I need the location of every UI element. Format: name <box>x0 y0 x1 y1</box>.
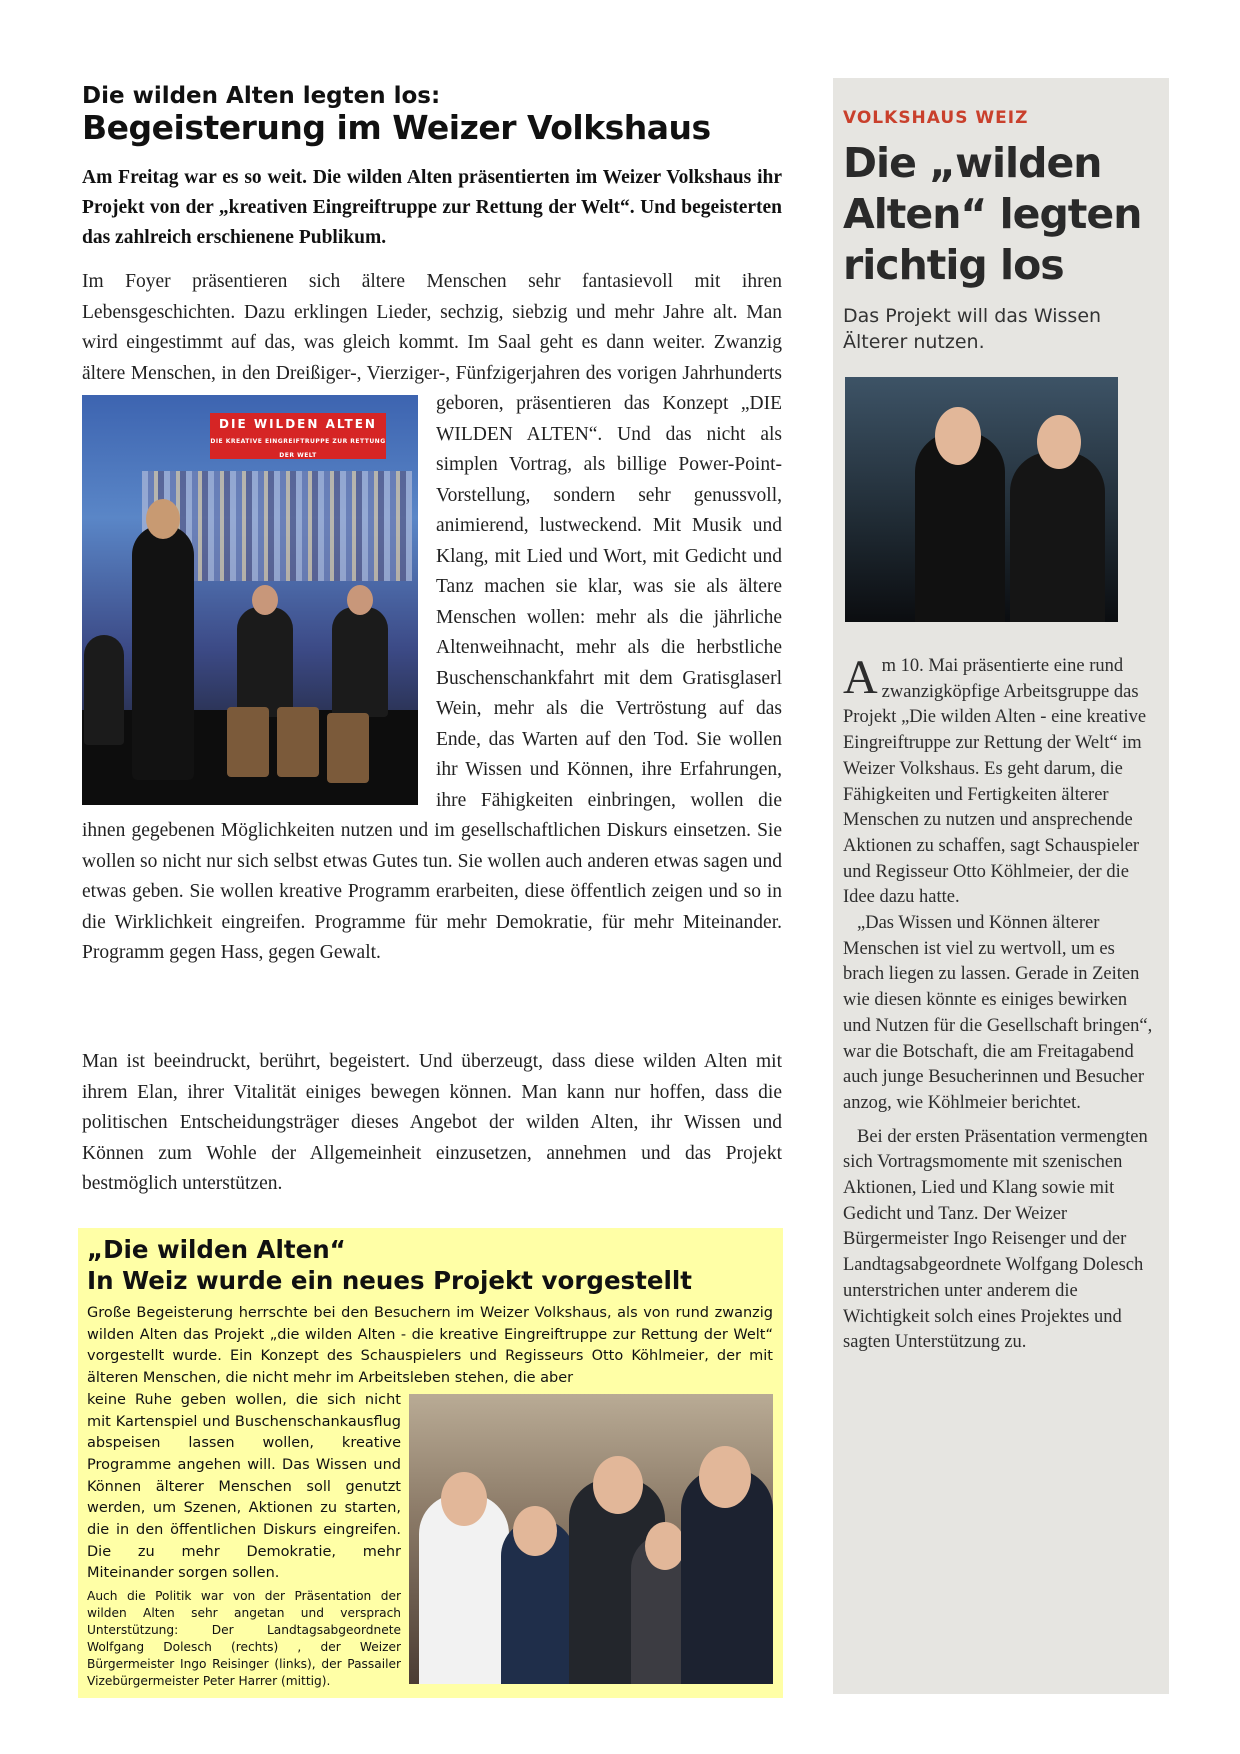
newspaper-clipping <box>833 78 1169 1694</box>
info-box-photo-caption: Auch die Politik war von der Präsentation der wilden Alten sehr angetan und versprach Unterstützung: Der Landtagsabgeordnete Wolfgang Dolesch (rechts) , der Weizer Bürgermeister Ingo Reisinger (links), der Passailer Vizebürgermeister Peter Harrer (mittig). <box>87 1589 401 1689</box>
clipping-kicker: VOLKSHAUS WEIZ <box>843 108 1029 128</box>
politicians-group-photo <box>409 1394 773 1684</box>
person-2-face <box>513 1506 557 1556</box>
person-4-face <box>645 1522 685 1570</box>
article-paragraph-2: Man ist beeindruckt, berührt, begeistert. Und überzeugt, dass diese wilden Alten mit ihrem Elan, ihrer Vitalität einiges bewegen können. Man kann nur hoffen, dass die politischen Entscheidungsträger dieses Angebot der wilden Alten, ihr Wissen und Können zum Wohle der Allgemeinheit einzusetzen, annehmen und das Projekt bestmöglich unterstützen. <box>82 1051 782 1194</box>
photo-banner-subtitle: DIE KREATIVE EINGREIFTRUPPE ZUR RETTUNG DER WELT <box>210 438 386 459</box>
article-headline: Begeisterung im Weizer Volkshaus <box>82 108 711 147</box>
clipping-man-left-face <box>935 407 981 465</box>
drummer-left-head <box>252 585 278 615</box>
info-box-text <box>87 1303 773 1690</box>
photo-banner <box>210 413 386 459</box>
seated-woman <box>84 635 124 745</box>
info-box-paragraph-start: Große Begeisterung herrschte bei den Besuchern im Weizer Volkshaus, als von rund zwanzig wilden Alten das Projekt „die wilden Alten - die kreative Eingreiftruppe zur Rettung der Welt“ vorgestellt wurde. Ein Konzept des Schauspielers und Regisseurs Otto Köhlmeier, der mit älteren Menschen, die nicht mehr im Arbeitsleben stehen, die aber <box>87 1305 773 1387</box>
person-1-face <box>441 1472 487 1526</box>
clipping-paragraph-3: Bei der ersten Präsentation vermengten sich Vortragsmomente mit szenischen Aktionen, Lied und Klang sowie mit Gedicht und Tanz. Der Weizer Bürgermeister Ingo Reisenger und der Landtagsabgeordnete Wolfgang Dolesch unterstrichen unter anderem die Wichtigkeit solch eines Projektes und sagten Unterstützung zu. <box>843 1126 1148 1353</box>
clipping-paragraph-1-text: m 10. Mai präsentierte eine rund zwanzigköpfige Arbeitsgruppe das Projekt „Die wilden Alten - eine kreative Eingreiftruppe zur Rettung der Welt“ im Weizer Volkshaus. Es geht darum, die Fähigkeiten und Fertigkeiten älterer Menschen zu nutzen und ansprechende Aktionen zu schaffen, sagt Schauspieler und Regisseur Otto Köhlmeier, der die Idee dazu hatte. <box>843 656 1147 908</box>
clipping-stage-photo <box>845 377 1118 622</box>
speaking-woman <box>132 525 194 780</box>
article-paragraph-1-start: Im Foyer präsentieren sich ältere Menschen sehr fantasievoll mit ihren Lebensgeschichten. Dazu erklingen Lieder, sechzig, siebzig und mehr Jahre alt. Man wird eingestimmt auf das, was gleich kommt. Im Saal geht es dann weiter. Zwanzig ältere Menschen, in den Dreißiger-, Vierziger-, Fünfzigerjahren <box>82 271 782 384</box>
drummer-right <box>332 607 388 717</box>
article-paragraph-1-continued: des vorigen Jahrhunderts geboren, präsentieren das Konzept „DIE WILDEN ALTEN“. Und das nicht als simplen Vortrag, als billige Power-Point-Vorstellung, sondern sehr genussvoll, animierend, lustweckend. Mit Musik und Klang, mit Lied und Wort, mit Gedicht und Tanz machen sie klar, was sie als ältere Menschen wollen: mehr als die jährliche Altenweihnacht, mehr als die herbstliche Buschenschankfahrt mit dem Gratisglaserl Wein, mehr als die Vertröstung auf das Ende, das Warten auf den Tod. Sie wollen ihr Wissen und Können, ihre Erfahrungen, ihre Fähigkeiten einbringen, wollen die ihnen gegebenen Möglichkeiten nutzen und im gesellschaftlichen Diskurs einsetzen. Sie wollen so nicht nur sich selbst etwas Gutes tun. Sie wollen auch anderen etwas sagen und etwas geben. Sie wollen kreative Programm erarbeiten, diese öffentlich zeigen und so in die Wirklichkeit eingreifen. Programme für mehr Demokratie, für mehr Miteinander. Programm gegen Hass, gegen Gewalt. <box>82 362 783 963</box>
drum-2 <box>277 707 319 777</box>
clipping-headline: Die „wilden Alten“ legten richtig los <box>843 139 1142 289</box>
info-box-title-line-1: „Die wilden Alten“ <box>87 1235 346 1264</box>
speaking-woman-head <box>146 499 180 539</box>
article-paragraph-1 <box>82 267 782 969</box>
drummer-right-head <box>347 585 373 615</box>
clipping-man-right-face <box>1037 415 1081 469</box>
clipping-body <box>843 651 1157 1356</box>
article-lead: Am Freitag war es so weit. Die wilden Alten präsentierten im Weizer Volkshaus ihr Projekt von der „kreativen Eingreiftruppe zur Rettung der Welt“. Und begeisterten das zahlreich erschienene Publikum. <box>82 167 782 248</box>
clipping-man-right <box>1010 452 1105 622</box>
clipping-paragraph-1 <box>843 651 1157 911</box>
person-3-face <box>593 1456 643 1514</box>
drum-1 <box>227 707 269 777</box>
clipping-subheadline: Das Projekt will das Wissen Älterer nutzen. <box>843 305 1102 353</box>
drum-3 <box>327 713 369 783</box>
photo-banner-title: DIE WILDEN ALTEN <box>219 417 377 431</box>
stage-performance-photo <box>82 395 418 805</box>
person-5-face <box>699 1446 751 1508</box>
info-box-title-line-2: In Weiz wurde ein neues Projekt vorgestellt <box>87 1266 692 1295</box>
info-box-paragraph-continued: keine Ruhe geben wollen, die sich nicht mit Kartenspiel und Buschenschankausflug abspeisen lassen wollen, kreative Programme angehen will. Das Wissen und Können älterer Menschen soll genutzt werden, um Szenen, Aktionen zu starten, die in den öffentlichen Diskurs eingreifen. Die zu mehr Demokratie, mehr Miteinander sorgen sollen. <box>87 1391 401 1582</box>
info-box-title <box>87 1234 692 1296</box>
drummer-left <box>237 607 293 717</box>
clipping-dropcap: A <box>843 651 878 704</box>
clipping-paragraph-2: „Das Wissen und Können älterer Menschen ist viel zu wertvoll, um es brach liegen zu lassen. Gerade in Zeiten wie diesen könnte es einiges bewirken und Nutzen für die Gesellschaft bringen“, war die Botschaft, die am Freitagabend auch junge Besucherinnen und Besucher anzog, wie Köhlmeier berichtet. <box>843 913 1153 1113</box>
article-kicker: Die wilden Alten legten los: <box>82 83 441 109</box>
